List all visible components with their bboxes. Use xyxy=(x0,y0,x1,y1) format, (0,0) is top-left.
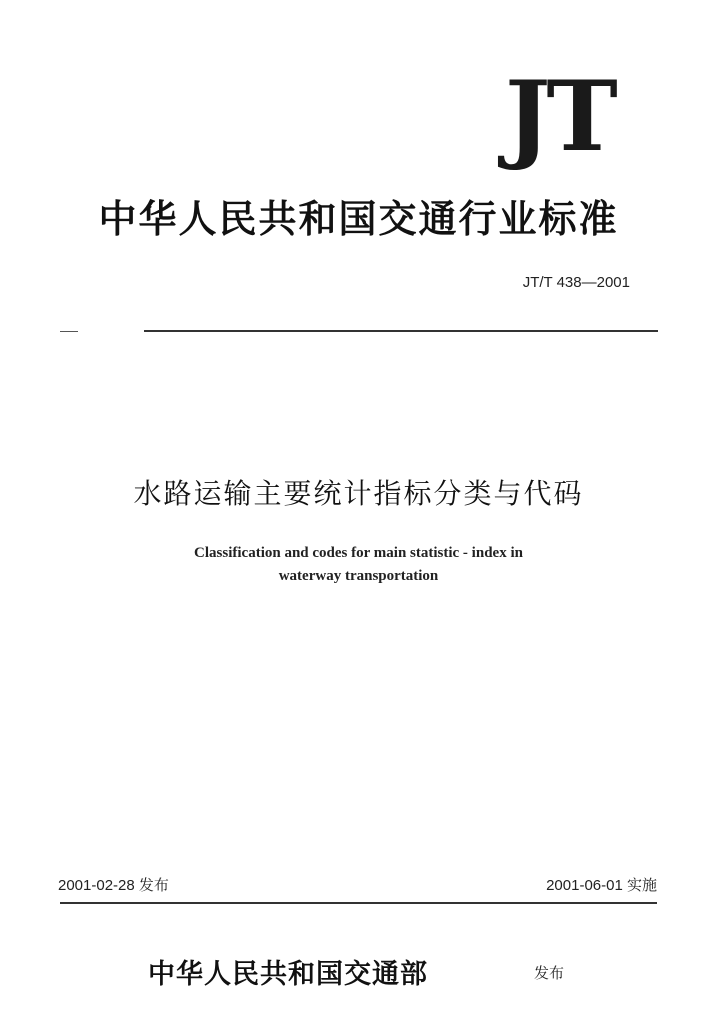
document-title-chinese: 水路运输主要统计指标分类与代码 xyxy=(133,477,584,510)
divider-short xyxy=(60,331,78,332)
divider-top xyxy=(144,330,658,332)
standard-number: JT/T 438—2001 xyxy=(522,274,630,291)
divider-bottom xyxy=(60,902,657,904)
standard-category-title: 中华人民共和国交通行业标准 xyxy=(98,196,619,241)
issue-date: 2001-02-28 发布 xyxy=(58,877,169,894)
jt-logo: JT xyxy=(505,60,614,173)
document-title-english-line-1: Classification and codes for main statistic - index in xyxy=(194,545,523,561)
document-title-english xyxy=(0,542,717,588)
publisher-suffix: 发布 xyxy=(534,964,565,982)
implementation-date: 2001-06-01 实施 xyxy=(546,877,657,894)
publisher-name: 中华人民共和国交通部 xyxy=(148,959,428,990)
document-title-english-line-2: waterway transportation xyxy=(278,568,439,584)
